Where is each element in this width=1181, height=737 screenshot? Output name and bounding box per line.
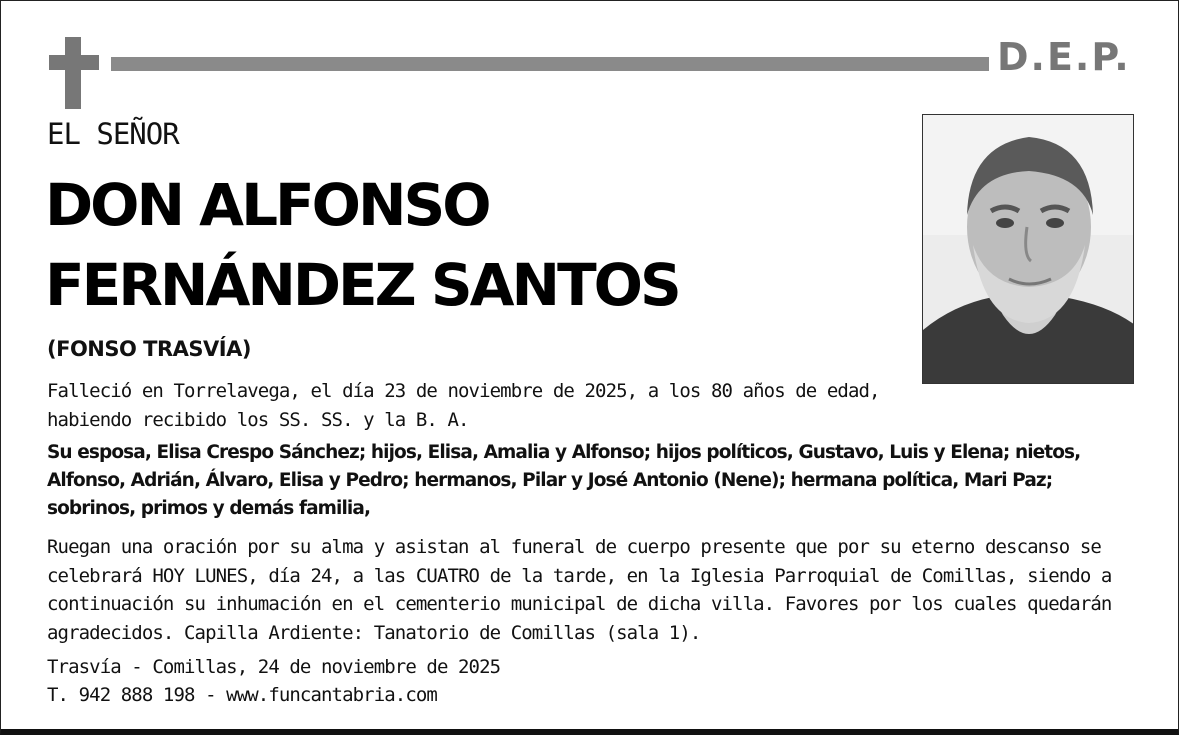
family-line-1: Su esposa, Elisa Crespo Sánchez; hijos, Elisa, Amalia y Alfonso; hijos políticos, Gustavo, Luis y Elena; nietos,: [47, 442, 1081, 463]
dep-mark: D.E.P.: [997, 35, 1131, 79]
death-line-1: Falleció en Torrelavega, el día 23 de noviembre de 2025, a los 80 años de edad,: [47, 380, 880, 402]
honorific: EL SEÑOR: [47, 117, 179, 151]
funeral-line-3: continuación su inhumación en el cementerio municipal de dicha villa. Favores por los cuales quedarán: [47, 593, 1112, 615]
place-date: Trasvía - Comillas, 24 de noviembre de 2025: [47, 656, 501, 678]
name-line-2: FERNÁNDEZ SANTOS: [45, 251, 679, 319]
footer-paragraph: [47, 653, 1157, 709]
family-paragraph: [47, 439, 1157, 523]
contact-info: T. 942 888 198 - www.funcantabria.com: [47, 684, 437, 706]
header-rule: [111, 57, 989, 71]
family-line-2: Alfonso, Adrián, Álvaro, Elisa y Pedro; hermanos, Pilar y José Antonio (Nene); hermana política, Mari Paz;: [47, 470, 1053, 491]
funeral-paragraph: [47, 533, 1157, 647]
name-line-1: DON ALFONSO: [45, 171, 489, 239]
funeral-line-4: agradecidos. Capilla Ardiente: Tanatorio de Comillas (sala 1).: [47, 621, 701, 644]
deceased-name: [45, 165, 679, 325]
death-line-2: habiendo recibido los SS. SS. y la B. A.: [47, 409, 469, 431]
funeral-line-2: celebrará HOY LUNES, día 24, a las CUATRO de la tarde, en la Iglesia Parroquial de Comillas, siendo a: [47, 564, 1112, 587]
portrait-photo: [922, 114, 1134, 384]
cross-icon: [49, 37, 99, 109]
death-paragraph: [47, 377, 1157, 435]
nickname: (FONSO TRASVÍA): [47, 337, 251, 361]
funeral-line-1: Ruegan una oración por su alma y asistan al funeral de cuerpo presente que por su eterno descanso se: [47, 536, 1101, 558]
family-line-3: sobrinos, primos y demás familia,: [47, 498, 371, 519]
